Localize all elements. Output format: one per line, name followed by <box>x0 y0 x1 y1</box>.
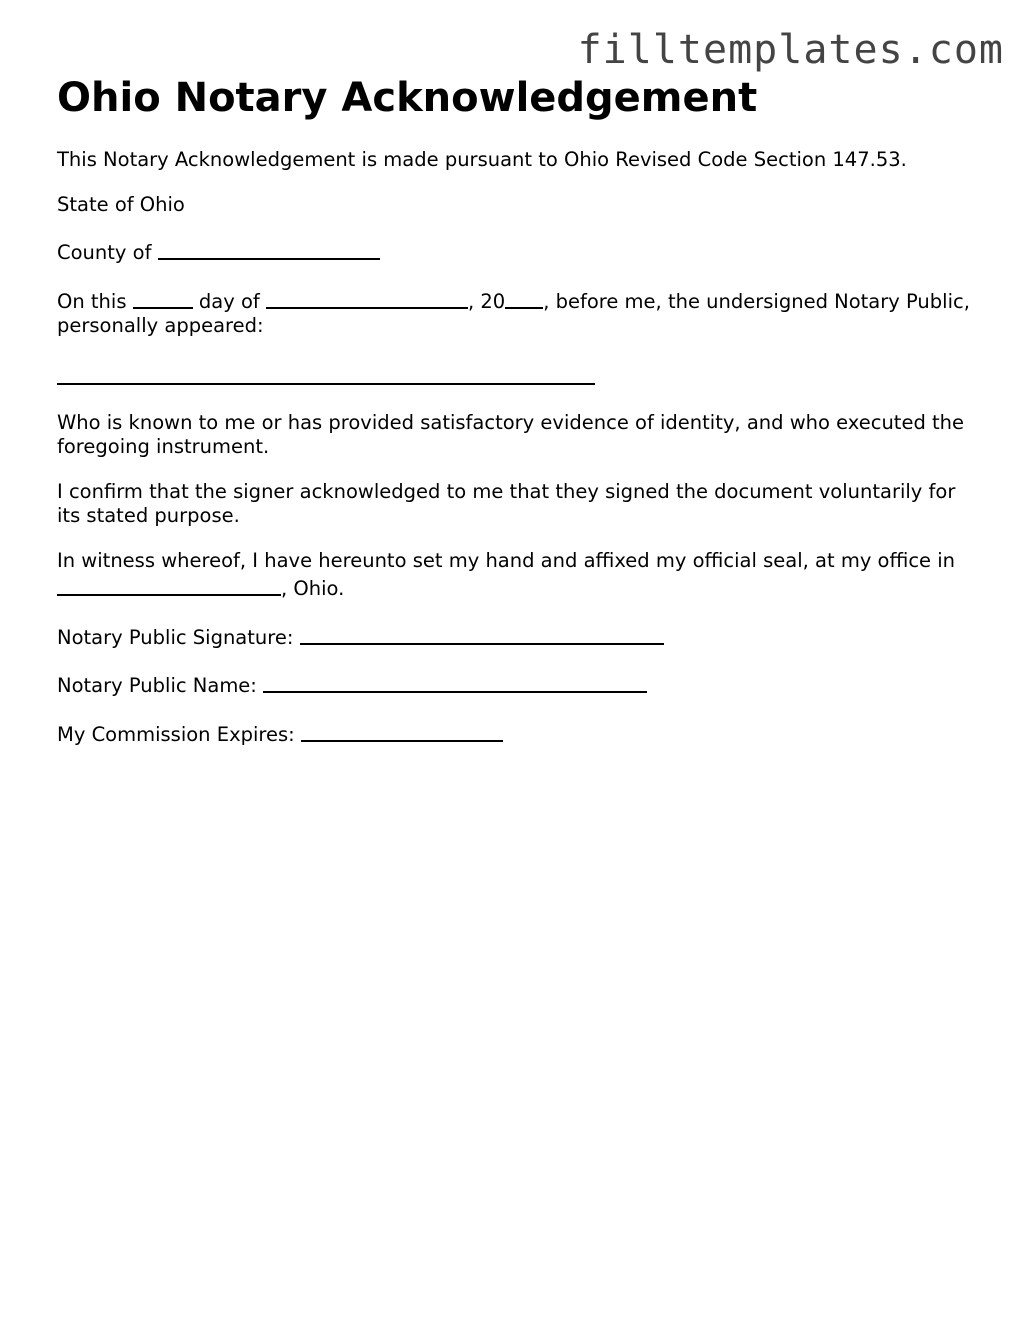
notary-name-blank[interactable] <box>263 671 647 693</box>
city-blank[interactable] <box>57 574 281 596</box>
month-blank[interactable] <box>266 287 468 309</box>
identity-paragraph: Who is known to me or has provided satisfactory evidence of identity, and who executed the foregoing instrument. <box>57 410 965 458</box>
witness-suffix: , Ohio. <box>281 577 345 600</box>
year-prefix: , 20 <box>467 289 506 313</box>
confirm-paragraph: I confirm that the signer acknowledged to me that they signed the document voluntarily for its stated purpose. <box>57 479 956 527</box>
witness-paragraph <box>57 549 977 602</box>
notary-name-label: Notary Public Name: <box>57 674 257 697</box>
county-blank[interactable] <box>158 238 380 260</box>
signer-name-blank[interactable] <box>57 383 595 385</box>
on-this-label: On this <box>57 289 127 313</box>
appearance-paragraph <box>57 286 977 339</box>
watermark: filltemplates.com <box>577 27 1004 73</box>
notary-signature-label: Notary Public Signature: <box>57 625 294 649</box>
document-page <box>57 74 977 767</box>
appearance-rest: , before me, the undersigned Notary Public, personally appeared: <box>57 289 970 337</box>
notary-name-line <box>57 670 977 699</box>
notary-signature-blank[interactable] <box>300 623 664 645</box>
page-title: Ohio Notary Acknowledgement <box>57 75 758 121</box>
intro-paragraph: This Notary Acknowledgement is made pursuant to Ohio Revised Code Section 147.53. <box>57 148 907 171</box>
notary-signature-line <box>57 622 977 651</box>
state-line: State of Ohio <box>57 192 185 216</box>
witness-text: In witness whereof, I have hereunto set my hand and affixed my official seal, at my office in <box>57 548 956 572</box>
county-label: County of <box>57 241 152 264</box>
commission-label: My Commission Expires: <box>57 722 295 746</box>
day-of-label: day of <box>198 289 260 313</box>
commission-line <box>57 719 977 748</box>
year-blank[interactable] <box>505 287 543 309</box>
day-blank[interactable] <box>133 287 193 309</box>
county-line <box>57 237 977 266</box>
commission-blank[interactable] <box>301 720 503 742</box>
